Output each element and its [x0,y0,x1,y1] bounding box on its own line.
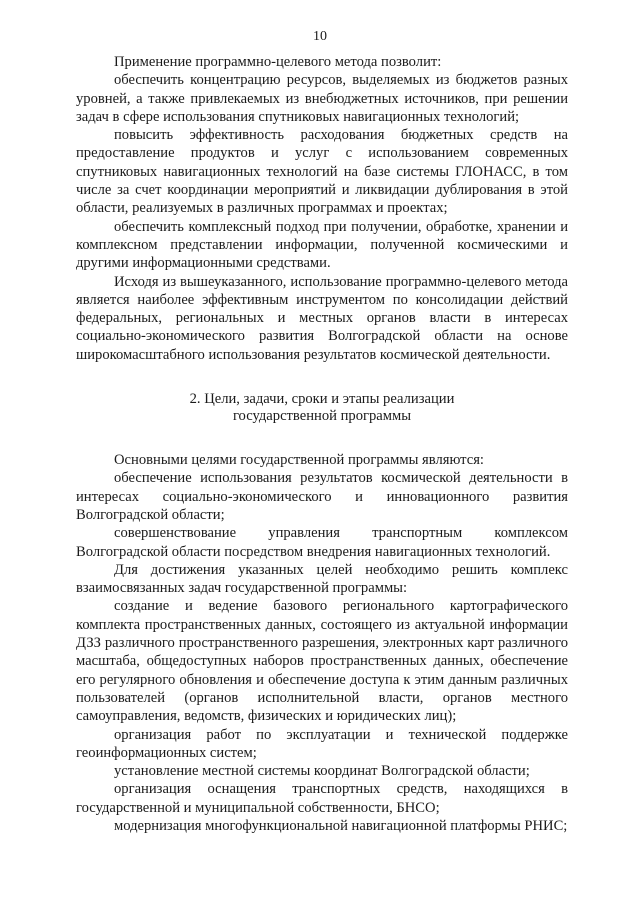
section-heading-line: 2. Цели, задачи, сроки и этапы реализации [189,391,455,408]
paragraph: повысить эффективность расходования бюджетных средств на предоставление продуктов и услуг с использованием современных спутниковых навигационных технологий на базе системы ГЛОНАСС, в том числе за счет координации мероприятий и ликвидации дублирования в этой области, реализуемых в различных программах и проектах; [76,127,568,217]
paragraph: Для достижения указанных целей необходимо решить комплекс взаимосвязанных задач государственной программы: [76,561,568,597]
page-number: 10 [313,29,327,44]
paragraph: организация работ по эксплуатации и технической поддержке геоинформационных систем; [76,726,568,761]
document-body [76,53,568,835]
paragraph: Применение программно-целевого метода позволит: [114,54,442,70]
paragraph: обеспечение использования результатов космической деятельности в интересах социально-экономического и инновационного развития Волгоградской области; [76,470,568,523]
paragraph: создание и ведение базового регионального картографического комплекта пространственных данных, состоящего из актуальной информации ДЗЗ различного пространственного разрешения, электронных карт различного масштаба, общедоступных наборов пространственных данных, обеспечение его регулярного обновления и обеспечение доступа к этим данным различных пользователей (органов исполнительной власти, органов местного самоуправления, ведомств, физических и юридических лиц); [76,598,568,725]
paragraph: обеспечить комплексный подход при получении, обработке, хранении и комплексном представлении информации, полученной космическими и другими информационными средствами. [76,218,568,272]
paragraph: организация оснащения транспортных средств, находящихся в государственной и муниципальной собственности, БНСО; [76,781,568,816]
section-heading-line: государственной программы [232,407,412,424]
section-heading [76,391,568,424]
paragraph: совершенствование управления транспортным комплексом Волгоградской области посредством внедрения навигационных технологий. [76,525,568,560]
paragraph: модернизация многофункциональной навигационной платформы РНИС; [114,817,568,834]
paragraph: Исходя из вышеуказанного, использование программно-целевого метода является наиболее эффективным инструментом по консолидации действий федеральных, региональных и местных органов власти в интересах социально-экономического развития Волгоградской области на основе широкомасштабного использования результатов космической деятельности. [76,273,568,363]
paragraph: обеспечить концентрацию ресурсов, выделяемых из бюджетов разных уровней, а также привлекаемых из внебюджетных источников, при решении задач в сфере использования спутниковых навигационных технологий; [76,72,568,125]
paragraph: Основными целями государственной программы являются: [114,452,484,469]
paragraph: установление местной системы координат Волгоградской области; [114,763,530,780]
